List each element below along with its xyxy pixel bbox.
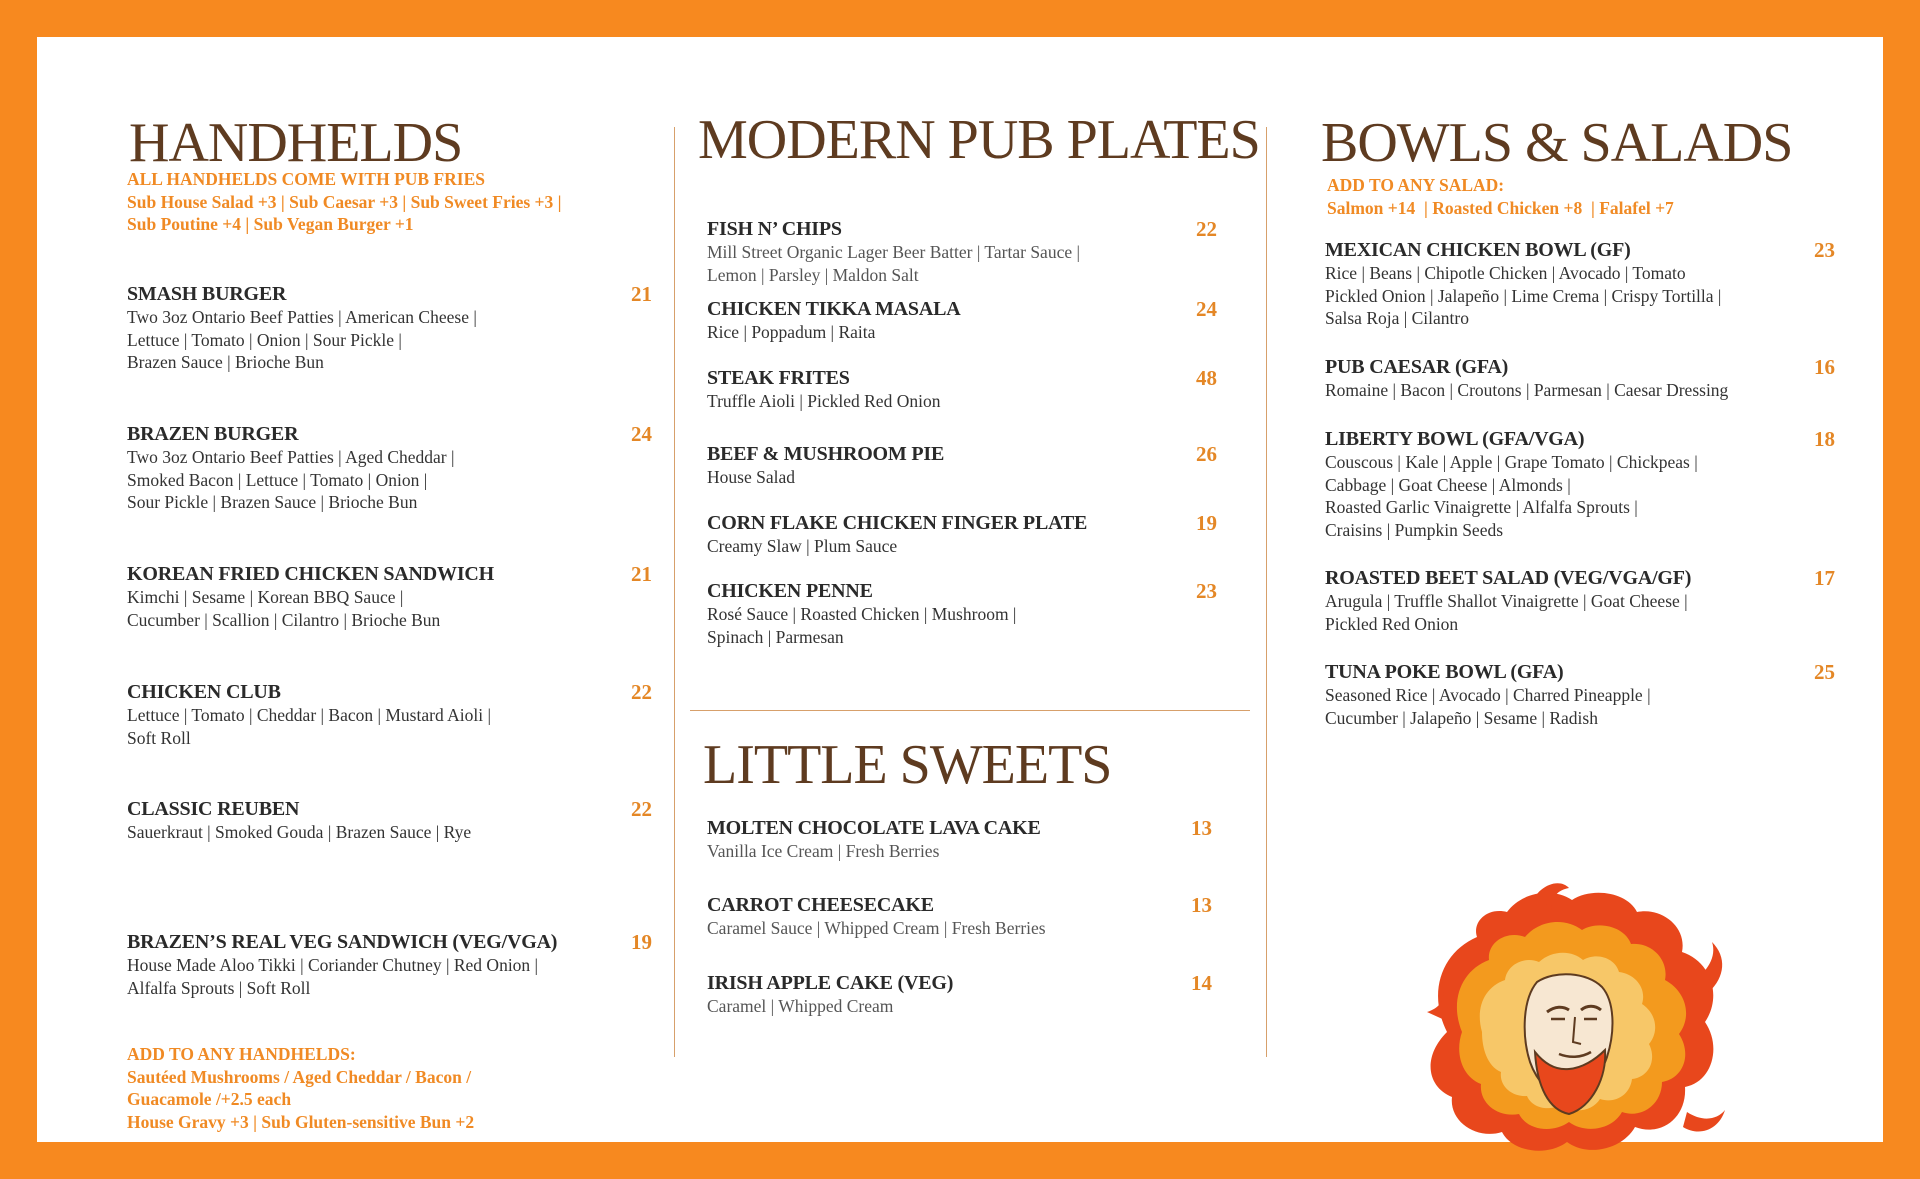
item-desc: Mill Street Organic Lager Beer Batter | Tartar Sauce | Lemon | Parsley | Maldon Salt — [707, 242, 1080, 285]
menu-item — [707, 442, 1217, 489]
item-price: 26 — [1196, 442, 1217, 466]
item-price: 22 — [1196, 217, 1217, 241]
item-desc: Rosé Sauce | Roasted Chicken | Mushroom | Spinach | Parmesan — [707, 604, 1017, 647]
item-name: CHICKEN PENNE — [707, 580, 873, 602]
item-price: 24 — [1196, 297, 1217, 321]
item-price: 18 — [1814, 427, 1835, 451]
item-desc: Two 3oz Ontario Beef Patties | Aged Cheddar | Smoked Bacon | Lettuce | Tomato | Onion | Sour Pickle | Brazen Sauce | Brioche Bun — [127, 447, 455, 512]
menu-item — [127, 930, 652, 999]
item-name: CHICKEN CLUB — [127, 681, 281, 703]
item-desc: Truffle Aioli | Pickled Red Onion — [707, 391, 941, 411]
menu-item — [127, 422, 652, 514]
item-desc: Arugula | Truffle Shallot Vinaigrette | Goat Cheese | Pickled Red Onion — [1325, 591, 1688, 634]
item-price: 24 — [631, 422, 652, 446]
item-price: 48 — [1196, 366, 1217, 390]
menu-item — [127, 282, 652, 374]
menu-item — [1325, 427, 1835, 541]
item-name: MOLTEN CHOCOLATE LAVA CAKE — [707, 817, 1041, 839]
pub-plates-title: MODERN PUB PLATES — [698, 109, 1260, 171]
item-desc: Couscous | Kale | Apple | Grape Tomato | Chickpeas | Cabbage | Goat Cheese | Almonds | Roasted Garlic Vinaigrette | Alfalfa Sprouts | Craisins | Pumpkin Seeds — [1325, 452, 1698, 540]
item-name: ROASTED BEET SALAD (VEG/VGA/GF) — [1325, 567, 1692, 589]
menu-item — [707, 297, 1217, 344]
menu-item — [707, 579, 1217, 648]
item-desc: Caramel Sauce | Whipped Cream | Fresh Berries — [707, 918, 1046, 938]
item-name: BRAZEN’S REAL VEG SANDWICH (VEG/VGA) — [127, 931, 558, 953]
bowls-note: ADD TO ANY SALAD: Salmon +14 | Roasted Chicken +8 | Falafel +7 — [1327, 175, 1674, 218]
menu-item — [1325, 660, 1835, 729]
item-name: FISH N’ CHIPS — [707, 218, 842, 240]
column-divider — [674, 127, 675, 1057]
item-desc: Caramel | Whipped Cream — [707, 996, 894, 1016]
item-desc: House Salad — [707, 467, 795, 487]
item-price: 19 — [1196, 511, 1217, 535]
item-desc: Vanilla Ice Cream | Fresh Berries — [707, 841, 940, 861]
item-name: CHICKEN TIKKA MASALA — [707, 298, 961, 320]
item-desc: Romaine | Bacon | Croutons | Parmesan | Caesar Dressing — [1325, 380, 1729, 400]
item-name: KOREAN FRIED CHICKEN SANDWICH — [127, 563, 495, 585]
handhelds-note: ALL HANDHELDS COME WITH PUB FRIES Sub House Salad +3 | Sub Caesar +3 | Sub Sweet Fries +3 | Sub Poutine +4 | Sub Vegan Burger +1 — [127, 169, 562, 234]
menu-item — [127, 680, 652, 749]
menu-item — [1325, 355, 1835, 402]
item-name: IRISH APPLE CAKE (VEG) — [707, 972, 954, 994]
menu-item — [707, 366, 1217, 413]
item-price: 23 — [1814, 238, 1835, 262]
item-name: CORN FLAKE CHICKEN FINGER PLATE — [707, 512, 1088, 534]
handhelds-addon: ADD TO ANY HANDHELDS: Sautéed Mushrooms / Aged Cheddar / Bacon / Guacamole /+2.5 each House Gravy +3 | Sub Gluten-sensitive Bun +2 — [127, 1044, 475, 1132]
menu-item — [707, 511, 1217, 558]
item-price: 19 — [631, 930, 652, 954]
item-desc: Creamy Slaw | Plum Sauce — [707, 536, 898, 556]
item-price: 17 — [1814, 566, 1835, 590]
menu-item — [707, 217, 1217, 286]
item-name: MEXICAN CHICKEN BOWL (GF) — [1325, 239, 1631, 261]
item-name: SMASH BURGER — [127, 283, 287, 305]
menu-item — [707, 893, 1212, 940]
sweets-title: LITTLE SWEETS — [703, 734, 1112, 796]
item-price: 16 — [1814, 355, 1835, 379]
menu-item — [127, 562, 652, 631]
item-name: BRAZEN BURGER — [127, 423, 299, 445]
item-name: LIBERTY BOWL (GFA/VGA) — [1325, 428, 1585, 450]
item-name: TUNA POKE BOWL (GFA) — [1325, 661, 1564, 683]
item-desc: House Made Aloo Tikki | Coriander Chutney | Red Onion | Alfalfa Sprouts | Soft Roll — [127, 955, 539, 998]
menu-item — [1325, 238, 1835, 330]
item-price: 21 — [631, 562, 652, 586]
menu-item — [707, 816, 1212, 863]
item-desc: Rice | Beans | Chipotle Chicken | Avocado | Tomato Pickled Onion | Jalapeño | Lime Crema | Crispy Tortilla | Salsa Roja | Cilantro — [1325, 263, 1722, 328]
item-price: 22 — [631, 680, 652, 704]
item-name: CLASSIC REUBEN — [127, 798, 300, 820]
column-divider — [1266, 127, 1267, 1057]
item-price: 25 — [1814, 660, 1835, 684]
item-price: 14 — [1191, 971, 1212, 995]
item-desc: Sauerkraut | Smoked Gouda | Brazen Sauce | Rye — [127, 822, 472, 842]
section-divider — [690, 710, 1250, 711]
item-price: 13 — [1191, 816, 1212, 840]
item-desc: Seasoned Rice | Avocado | Charred Pineapple | Cucumber | Jalapeño | Sesame | Radish — [1325, 685, 1651, 728]
item-name: STEAK FRITES — [707, 367, 850, 389]
menu-item — [1325, 566, 1835, 635]
item-desc: Lettuce | Tomato | Cheddar | Bacon | Mustard Aioli | Soft Roll — [127, 705, 491, 748]
bowls-title: BOWLS & SALADS — [1321, 112, 1793, 174]
menu-item — [707, 971, 1212, 1018]
item-price: 22 — [631, 797, 652, 821]
item-price: 23 — [1196, 579, 1217, 603]
item-desc: Kimchi | Sesame | Korean BBQ Sauce | Cucumber | Scallion | Cilantro | Brioche Bun — [127, 587, 441, 630]
handhelds-title: HANDHELDS — [129, 112, 463, 174]
item-desc: Rice | Poppadum | Raita — [707, 322, 876, 342]
item-name: PUB CAESAR (GFA) — [1325, 356, 1509, 378]
menu-item — [127, 797, 652, 844]
menu-sheet — [37, 37, 1883, 1142]
item-desc: Two 3oz Ontario Beef Patties | American Cheese | Lettuce | Tomato | Onion | Sour Pickle | Brazen Sauce | Brioche Bun — [127, 307, 477, 372]
item-price: 21 — [631, 282, 652, 306]
item-name: CARROT CHEESECAKE — [707, 894, 934, 916]
item-price: 13 — [1191, 893, 1212, 917]
flaming-lion-head-icon — [1387, 882, 1727, 1162]
item-name: BEEF & MUSHROOM PIE — [707, 443, 945, 465]
